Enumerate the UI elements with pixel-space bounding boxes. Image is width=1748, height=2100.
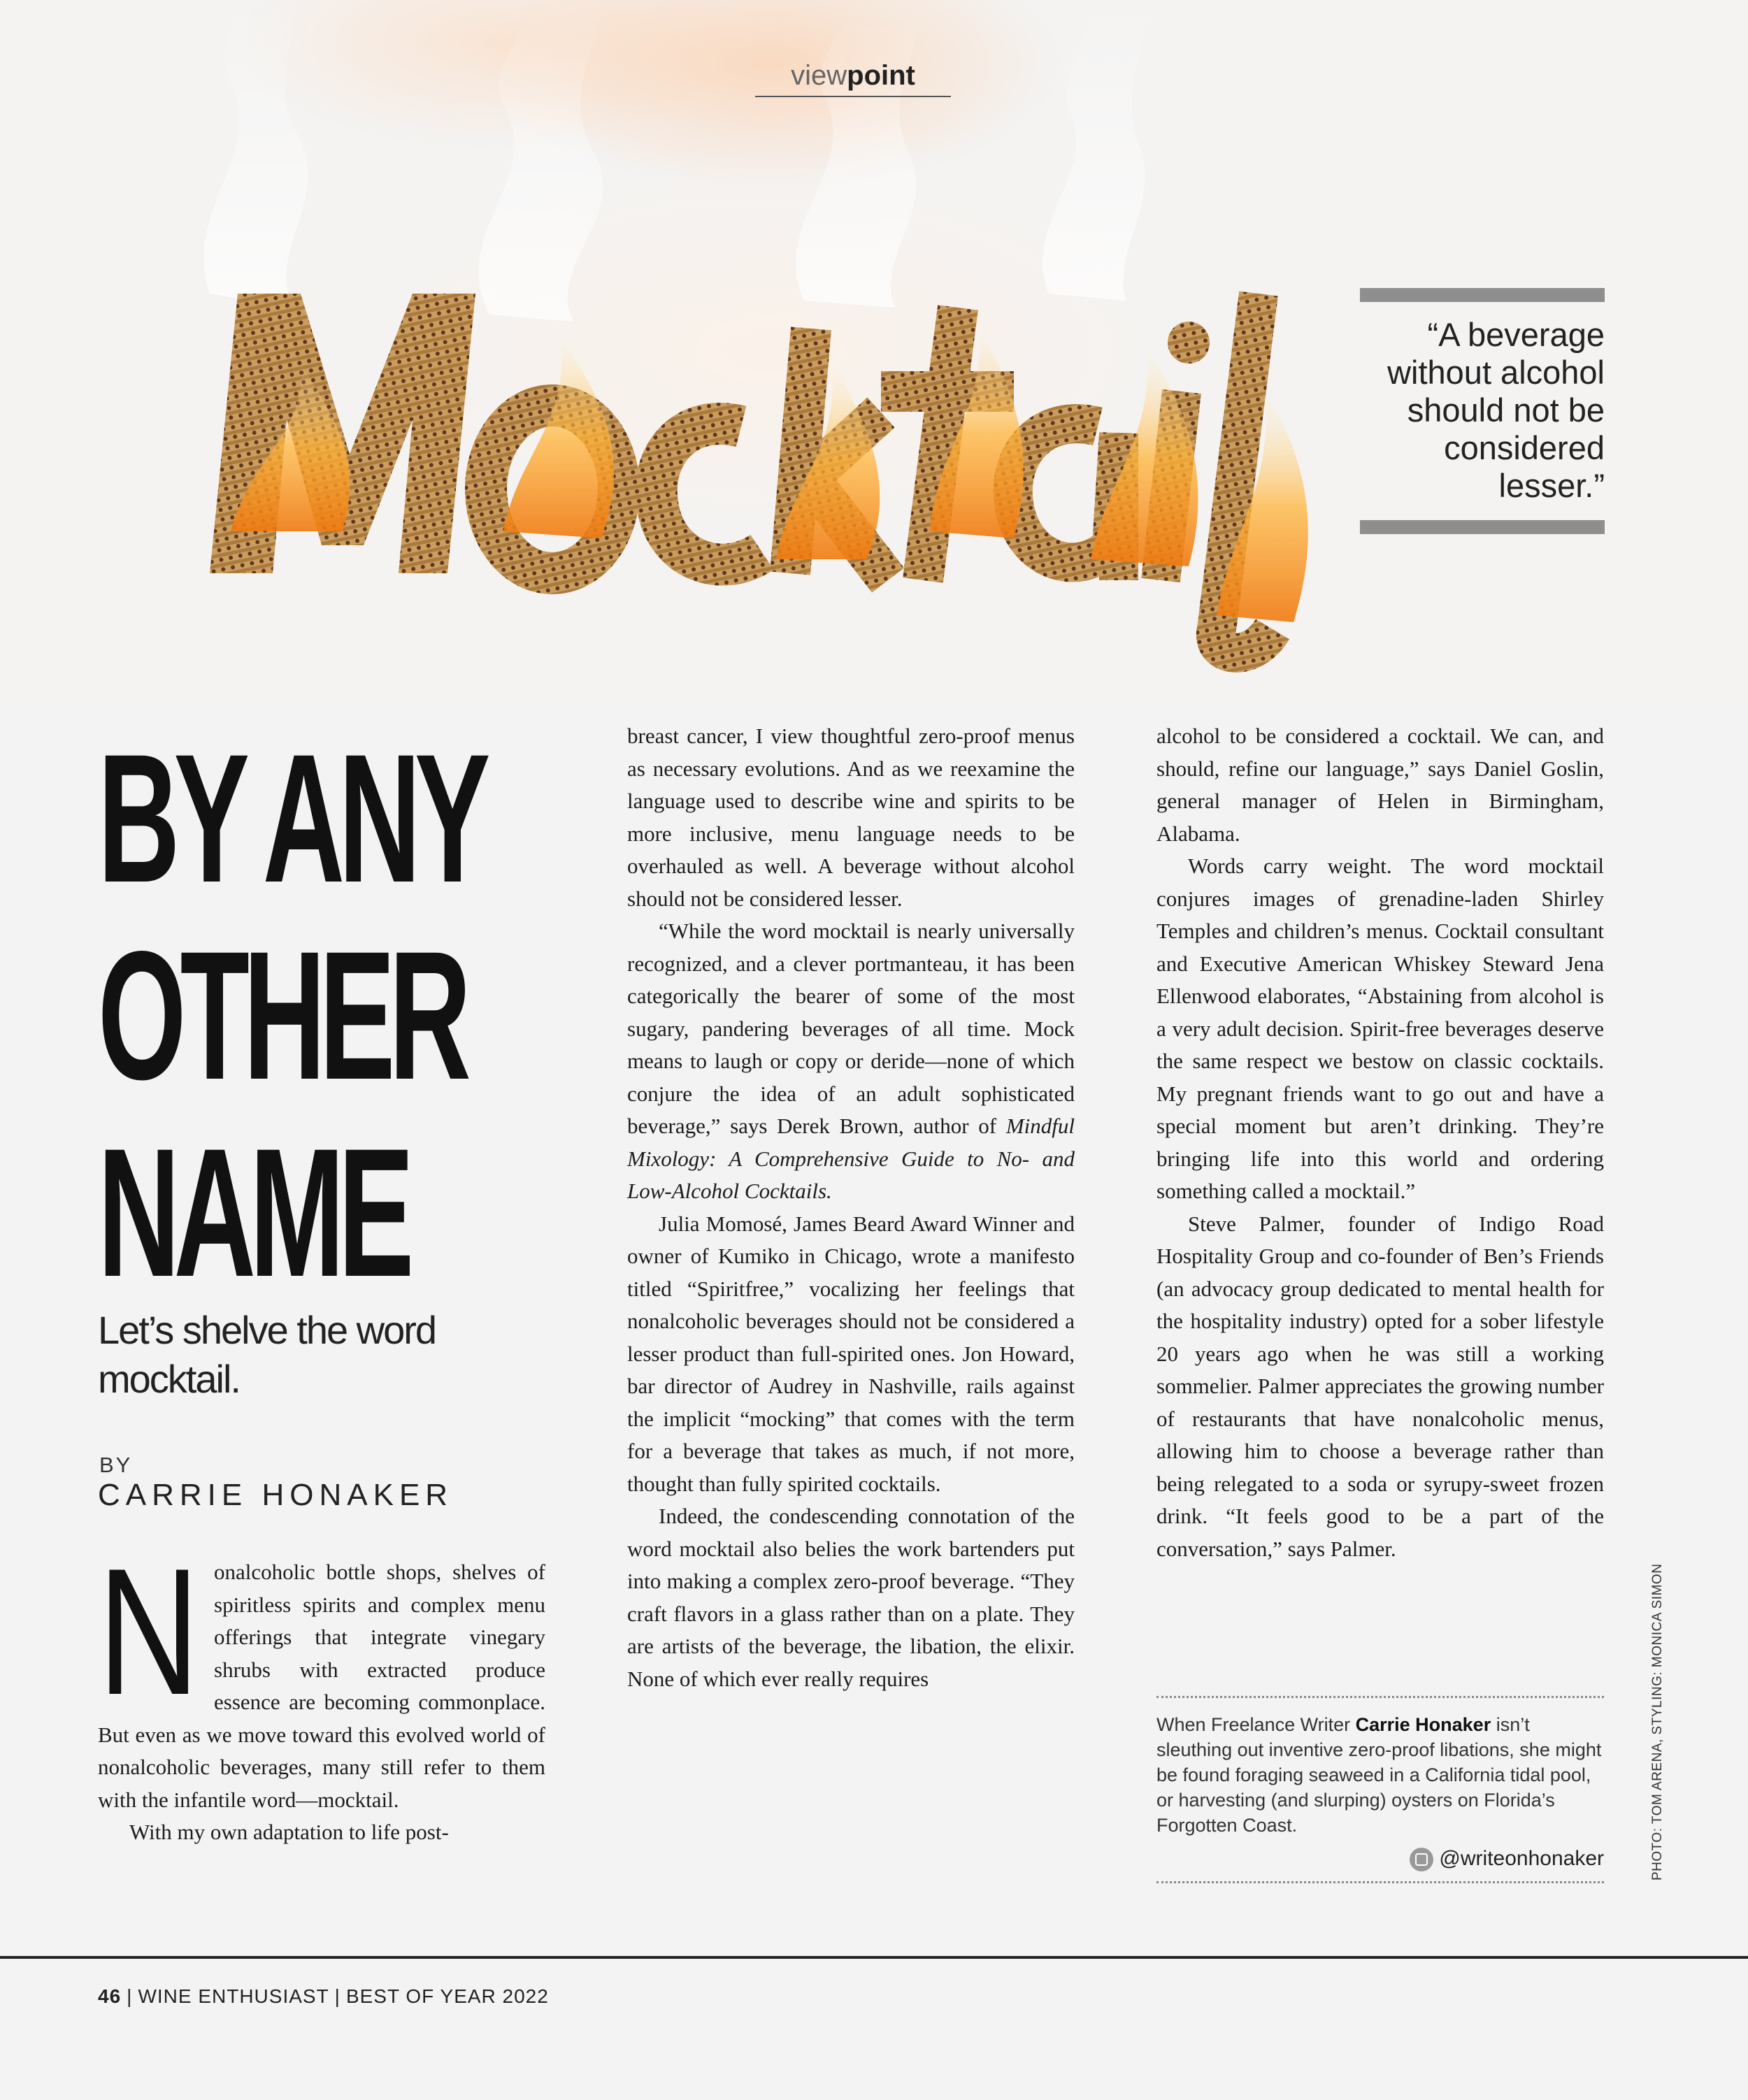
- body-column-2: [627, 720, 1075, 1695]
- page-footer: [98, 1985, 549, 2008]
- body-paragraph-4: Julia Momosé, James Beard Award Winner and owner of Kumiko in Chicago, wrote a manifesto titled “Spiritfree,” vocalizing her feelings that nonalcoholic beverages should not be considered a lesser product than full-spirited ones. Jon Howard, bar director of Audrey in Nashville, rails against the implicit “mocking” that comes with the term for a beverage that takes as much, if not more, thought than fully spirited cocktails.: [627, 1211, 1075, 1496]
- byline-author: CARRIE HONAKER: [98, 1478, 454, 1512]
- author-bio-text: [1156, 1712, 1604, 1838]
- instagram-handle: @writeonhonaker: [1439, 1847, 1604, 1870]
- headline-line-3: NAME: [98, 1110, 408, 1315]
- drop-cap: N: [98, 1530, 200, 1732]
- photo-credit: PHOTO: TOM ARENA, STYLING: MONICA SIMON: [1650, 1563, 1665, 1880]
- pull-quote-bottom-bar: [1360, 520, 1605, 534]
- body-paragraph-7: Steve Palmer, founder of Indigo Road Hospitality Group and co-founder of Ben’s Friends (an advocacy group dedicated to mental health for the hospitality industry) opted for a sober lifestyle 20 years ago when he was still a working sommelier. Palmer appreciates the growing number of restaurants that have nonalcoholic menus, allowing him to choose a beverage rather than being relegated to a soda or syrupy-sweet frozen drink. “It feels good to be a part of the conversation,” says Palmer.: [1156, 1211, 1604, 1561]
- author-bio: [1156, 1696, 1604, 1883]
- footer-separator: |: [127, 1985, 133, 2007]
- body-paragraph-6: Words carry weight. The word mocktail conjures images of grenadine-laden Shirley Temples and children’s menus. Cocktail consultant and Executive American Whiskey Steward Jena Ellenwood elaborates, “Abstaining from alcohol is a very adult decision. Spirit-free beverages deserve the same respect we bestow on classic cocktails. My pregnant friends want to go out and have a special moment but aren’t drinking. They’re bringing life into this world and ordering something called a mocktail.”: [1156, 854, 1604, 1203]
- pull-quote-top-bar: [1360, 288, 1605, 302]
- section-label: [755, 60, 951, 97]
- body-paragraph-1-text: onalcoholic bottle shops, shelves of spiritless spirits and complex menu offerings that integrate vinegary shrubs with extracted produce essence are becoming commonplace. But even as we move toward this evolved world of nonalcoholic beverages, many still refer to them with the infantile word—mocktail.: [98, 1560, 545, 1812]
- body-paragraph-3-text: “While the word mocktail is nearly universally recognized, and a clever portmanteau, it has been categorically the bearer of some of the most sugary, pandering beverages of all time. Mock means to laugh or copy or deride—none of which conjure the idea of an adult sophisticated beverage,” says Derek Brown, author of: [627, 919, 1075, 1138]
- pull-quote: [1360, 288, 1605, 534]
- dek: Let’s shelve the word mocktail.: [98, 1308, 436, 1401]
- instagram-icon: [1410, 1848, 1433, 1871]
- publication-name: WINE ENTHUSIAST: [138, 1985, 329, 2007]
- headline: [98, 716, 531, 1315]
- body-paragraph-3: [627, 915, 1075, 1208]
- headline-line-2: OTHER: [98, 913, 466, 1118]
- body-paragraph-2-start: With my own adaptation to life post-: [129, 1820, 449, 1844]
- headline-line-1: BY ANY: [98, 716, 485, 921]
- body-paragraph-5-end: alcohol to be considered a cocktail. We can, and should, refine our language,” says Daniel Goslin, general manager of Helen in Birmingham, Alabama.: [1156, 724, 1604, 846]
- book-title: Mindful Mixology: A Comprehensive Guide to No- and Low-Alcohol Cocktails.: [627, 1114, 1075, 1203]
- social-handle[interactable]: [1156, 1846, 1604, 1871]
- byline-label: BY: [99, 1453, 133, 1477]
- pull-quote-text: “A beverage without alcohol should not be considered lesser.”: [1387, 316, 1605, 504]
- bio-intro: When Freelance Writer: [1156, 1714, 1356, 1735]
- section-label-suffix: point: [847, 60, 915, 91]
- section-label-prefix: view: [791, 60, 847, 91]
- body-column-1: [98, 1530, 545, 1849]
- page-number: 46: [98, 1985, 122, 2007]
- body-column-3: [1156, 720, 1604, 1565]
- body-paragraph-2-end: breast cancer, I view thoughtful zero-proof menus as necessary evolutions. And as we reexamine the language used to describe wine and spirits to be more inclusive, menu language needs to be overhauled as well. A beverage without alcohol should not be considered lesser.: [627, 724, 1075, 911]
- footer-separator: |: [334, 1985, 341, 2007]
- body-paragraph-5-start: Indeed, the condescending connotation of the word mocktail also belies the work bartenders put into making a complex zero-proof beverage. “They craft flavors in a glass rather than on a plate. They are artists of the beverage, the libation, the elixir. None of which ever really requires: [627, 1504, 1075, 1691]
- bio-description: isn’t sleuthing out inventive zero-proof libations, she might be found foraging seaweed in a California tidal pool, or harvesting (and slurping) oysters on Florida’s Forgotten Coast.: [1156, 1714, 1602, 1836]
- footer-rule: [0, 1956, 1748, 1959]
- issue-name: BEST OF YEAR 2022: [345, 1985, 549, 2007]
- body-paragraph-1: [98, 1530, 545, 1816]
- bio-author-name: Carrie Honaker: [1355, 1714, 1491, 1735]
